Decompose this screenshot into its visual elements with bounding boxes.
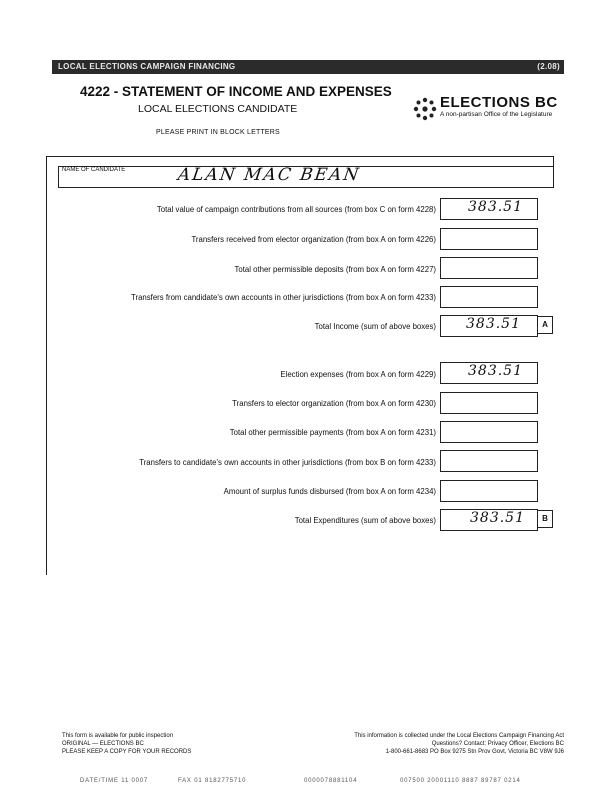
- total-income-label: Total Income (sum of above boxes): [314, 322, 436, 331]
- income-row-label: Transfers received from elector organization (from box A on form 4226): [191, 235, 436, 244]
- total-income-value: 383.51: [466, 316, 521, 332]
- footer-left: [62, 732, 191, 756]
- candidate-accounts-in-field[interactable]: [440, 286, 538, 308]
- fax-number: FAX 01 8182775710: [178, 778, 247, 784]
- total-expenditures-label: Total Expenditures (sum of above boxes): [294, 516, 436, 525]
- income-row-label: Total value of campaign contributions from all sources (from box C on form 4228): [156, 205, 436, 214]
- other-payments-field[interactable]: [440, 421, 538, 443]
- elector-org-transfers-out-field[interactable]: [440, 392, 538, 414]
- print-instruction: PLEASE PRINT IN BLOCK LETTERS: [156, 129, 280, 136]
- expense-row-label: Transfers to elector organization (from box A on form 4230): [232, 399, 436, 408]
- candidate-accounts-out-field[interactable]: [440, 450, 538, 472]
- footer-copy-note: PLEASE KEEP A COPY FOR YOUR RECORDS: [62, 749, 192, 755]
- expense-row-label: Transfers to candidate's own accounts in other jurisdictions (from box B on form 4233): [139, 458, 436, 467]
- box-b-tag: B: [537, 510, 553, 528]
- surplus-funds-field[interactable]: [440, 480, 538, 502]
- fax-sequence: 007500 20001110 8887 89787 0214: [400, 778, 521, 784]
- form-revision-label: (2.08): [537, 62, 560, 71]
- footer-contact-note: Questions? Contact: Privacy Officer, Elections BC: [431, 741, 564, 747]
- candidate-name-value: ALAN MAC BEAN: [176, 165, 362, 185]
- other-deposits-field[interactable]: [440, 257, 538, 279]
- elector-org-transfers-field[interactable]: [440, 228, 538, 250]
- fax-timestamp: DATE/TIME 11 0007: [80, 778, 149, 784]
- form-subtitle: LOCAL ELECTIONS CANDIDATE: [138, 103, 298, 115]
- footer-original-note: ORIGINAL — ELECTIONS BC: [62, 741, 144, 747]
- election-expenses-value: 383.51: [468, 363, 523, 379]
- footer-right: [354, 732, 564, 756]
- contributions-total-value: 383.51: [468, 199, 523, 215]
- footer-collection-note: This information is collected under the Local Elections Campaign Financing Act: [354, 733, 564, 739]
- expense-row-label: Election expenses (from box A on form 4229): [280, 370, 436, 379]
- footer-public-note: This form is available for public inspection: [62, 733, 174, 739]
- elections-bc-logo-icon: [412, 96, 438, 122]
- total-expenditures-value: 383.51: [470, 510, 525, 526]
- footer-address: 1-800-661-8683 PO Box 9275 Stn Prov Govt, Victoria BC V8W 9J6: [385, 749, 564, 755]
- income-row-label: Transfers from candidate's own accounts in other jurisdictions (from box A on form 4233): [131, 293, 436, 302]
- income-row-label: Total other permissible deposits (from box A on form 4227): [234, 265, 436, 274]
- logo-wordmark: ELECTIONS BC: [440, 94, 558, 111]
- candidate-name-label: NAME OF CANDIDATE: [62, 167, 126, 173]
- form-title: 4222 - STATEMENT OF INCOME AND EXPENSES: [80, 84, 392, 99]
- fax-id: 0000078881104: [304, 778, 358, 784]
- expense-row-label: Total other permissible payments (from box A on form 4231): [229, 428, 436, 437]
- logo-tagline: A non-partisan Office of the Legislature: [440, 111, 553, 118]
- form-category-label: LOCAL ELECTIONS CAMPAIGN FINANCING: [58, 62, 236, 71]
- box-a-tag: A: [537, 316, 553, 334]
- form-category-bar: [52, 60, 564, 74]
- expense-row-label: Amount of surplus funds disbursed (from box A on form 4234): [223, 487, 436, 496]
